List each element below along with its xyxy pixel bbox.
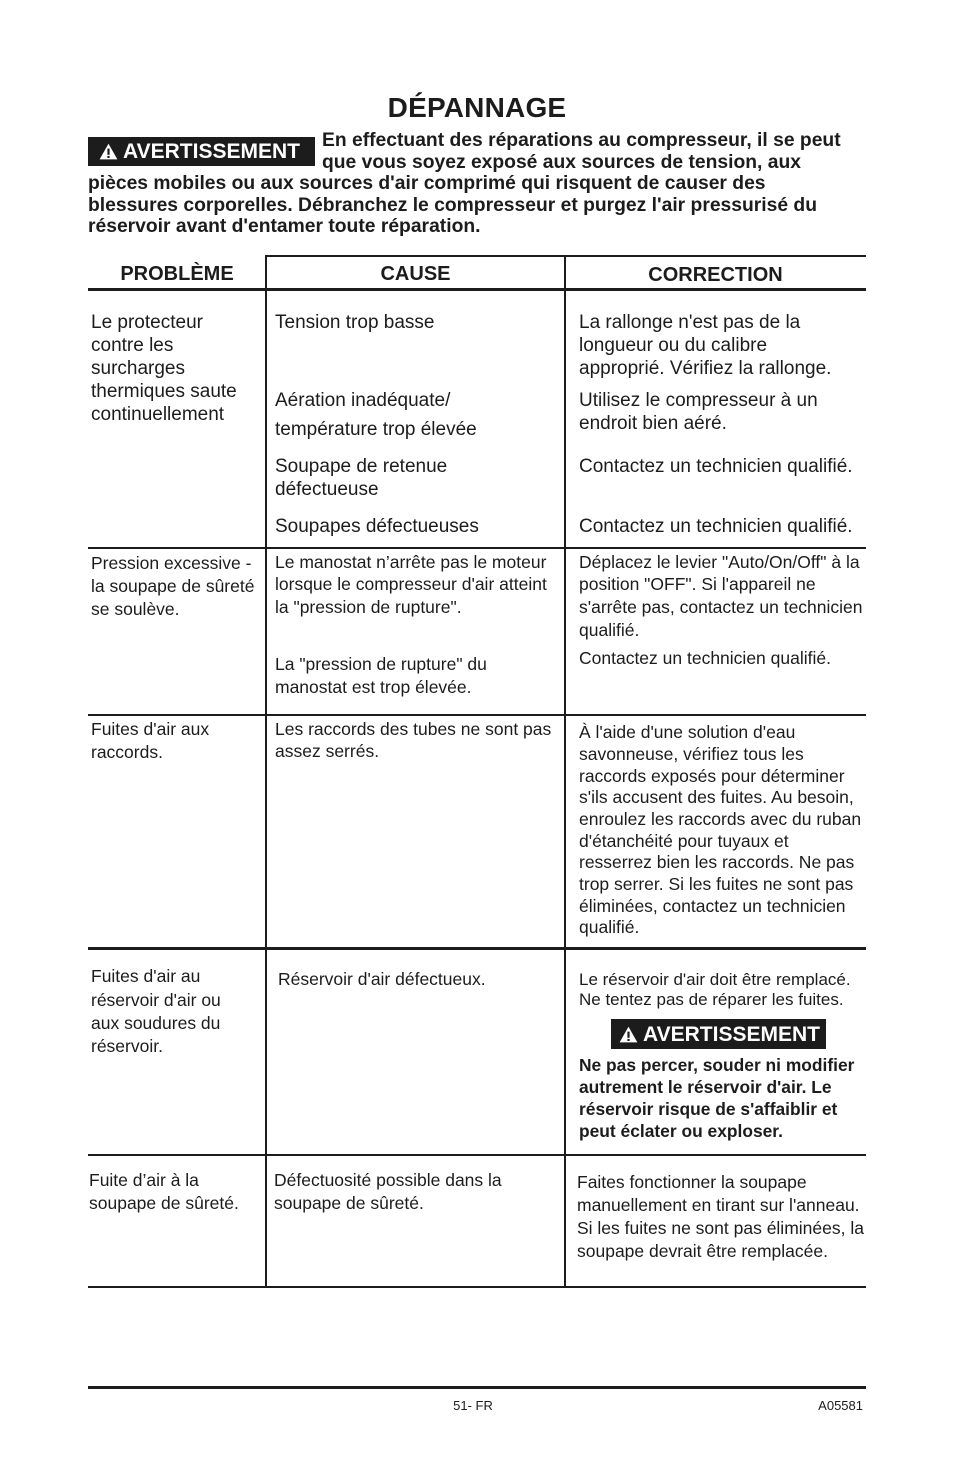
correction-text-line: s'arrête pas, contactez un technicien xyxy=(579,597,863,617)
correction-text-line: Utilisez le compresseur à un xyxy=(579,389,818,411)
correction-text-line: qualifié. xyxy=(579,619,640,640)
header-correction: CORRECTION xyxy=(648,264,783,286)
cause-text-line: Soupapes défectueuses xyxy=(275,515,479,537)
correction-text-line: Le réservoir d'air doit être remplacé. xyxy=(579,970,851,989)
correction-text-line: Contactez un technicien qualifié. xyxy=(579,515,853,537)
tank-warning-text-line: Ne pas percer, souder ni modifier xyxy=(579,1055,855,1075)
tank-warning-badge-label: AVERTISSEMENT xyxy=(643,1022,820,1046)
correction-item xyxy=(579,647,831,670)
warning-text-line: pièces mobiles ou aux sources d'air comprimé qui risquent de causer des xyxy=(88,173,766,195)
cause-text-line: Réservoir d'air défectueux. xyxy=(278,968,486,989)
problem-text-line: Le protecteur xyxy=(91,311,203,333)
correction-text-line: savonneuse, vérifiez tous les xyxy=(579,743,804,764)
tank-warning-text-line: autrement le réservoir d'air. Le xyxy=(579,1077,832,1097)
table-top-rule xyxy=(266,255,866,257)
correction-text-line: enroulez les raccords avec du ruban xyxy=(579,808,862,829)
tank-warning-text-line: peut éclater ou exploser. xyxy=(579,1121,783,1141)
correction-text-line: longueur ou du calibre xyxy=(579,334,768,356)
correction-item xyxy=(579,455,853,478)
cause-item xyxy=(275,718,551,762)
problem-text-line: soupape de sûreté. xyxy=(89,1192,239,1213)
problem-text-line: contre les xyxy=(91,334,174,356)
cause-text-line: la "pression de rupture". xyxy=(275,596,462,617)
problem-cell xyxy=(91,552,254,621)
warning-text-body xyxy=(88,173,817,238)
correction-item xyxy=(579,551,863,642)
cause-text-line: défectueuse xyxy=(275,478,379,500)
page-title: DÉPANNAGE xyxy=(387,92,567,123)
correction-text-line: approprié. Vérifiez la rallonge. xyxy=(579,357,832,379)
cause-item xyxy=(275,386,477,444)
tank-warning-text-line: réservoir risque de s'affaiblir et xyxy=(579,1099,838,1119)
problem-cell xyxy=(91,311,237,426)
correction-text-line: La rallonge n'est pas de la xyxy=(579,311,801,333)
warning-text-line: blessures corporelles. Débranchez le compresseur et purgez l'air pressurisé du xyxy=(88,194,817,216)
cause-text-line: Soupape de retenue xyxy=(275,455,448,477)
cause-text-line: lorsque le compresseur d'air atteint xyxy=(275,574,547,595)
warning-text-line: En effectuant des réparations au compresseur, il se peut xyxy=(322,130,841,152)
warning-text-side xyxy=(322,130,841,173)
row-divider xyxy=(88,547,866,549)
cause-item xyxy=(275,515,479,538)
problem-text-line: raccords. xyxy=(91,741,163,762)
warning-badge-label: AVERTISSEMENT xyxy=(123,140,300,163)
cause-text-line: Défectuosité possible dans la xyxy=(274,1169,502,1190)
correction-text-line: Contactez un technicien qualifié. xyxy=(579,647,831,668)
correction-text-line: Déplacez le levier "Auto/On/Off" à la xyxy=(579,551,860,572)
cause-item xyxy=(275,551,547,619)
correction-text-line: endroit bien aéré. xyxy=(579,412,727,434)
cause-text-line: assez serrés. xyxy=(275,741,380,761)
table-header-rule xyxy=(88,288,866,291)
correction-item xyxy=(577,1171,864,1263)
correction-text-line: position "OFF". Si l'appareil ne xyxy=(579,574,816,595)
correction-item xyxy=(579,515,853,538)
problem-text-line: thermiques saute xyxy=(91,380,237,402)
problem-cell xyxy=(91,965,221,1058)
cause-text-line: Le manostat n’arrête pas le moteur xyxy=(275,551,547,572)
warning-triangle-icon xyxy=(99,143,118,160)
correction-text-line: Faites fonctionner la soupape xyxy=(577,1171,807,1192)
column-divider-2 xyxy=(564,255,566,1288)
correction-text-line: s'ils accusent des fuites. Au besoin, xyxy=(579,787,854,808)
correction-text-line: resserrez bien les raccords. Ne pas xyxy=(579,852,855,873)
table-bottom-rule xyxy=(88,1286,866,1288)
problem-text-line: se soulève. xyxy=(91,598,180,619)
header-cause: CAUSE xyxy=(380,263,451,285)
cause-text-line: La "pression de rupture" du xyxy=(275,653,487,674)
correction-item xyxy=(579,311,831,380)
problem-text-line: Fuites d'air aux xyxy=(91,718,210,739)
row-divider xyxy=(88,947,866,950)
column-divider-1 xyxy=(265,255,267,1288)
warning-text-line: réservoir avant d'entamer toute réparation. xyxy=(88,216,481,238)
problem-text-line: aux soudures du xyxy=(91,1012,221,1033)
cause-text-line: Tension trop basse xyxy=(275,311,435,333)
correction-text-line: Ne tentez pas de réparer les fuites. xyxy=(579,990,844,1009)
problem-text-line: la soupape de sûreté xyxy=(91,575,255,596)
correction-text-line: raccords exposés pour déterminer xyxy=(579,765,845,786)
correction-item xyxy=(579,722,861,939)
problem-text-line: Fuite d’air à la xyxy=(89,1169,199,1190)
cause-item xyxy=(275,653,487,699)
problem-text-line: continuellement xyxy=(91,403,225,425)
row-divider xyxy=(88,1154,866,1156)
problem-cell xyxy=(91,718,209,764)
cause-text-line: soupape de sûreté. xyxy=(274,1192,424,1213)
cause-text-line: Les raccords des tubes ne sont pas xyxy=(275,719,552,739)
correction-text-line: manuellement en tirant sur l'anneau. xyxy=(577,1194,860,1215)
correction-item xyxy=(579,970,851,1010)
correction-text-line: éliminées, contactez un technicien xyxy=(579,895,846,916)
cause-text-line: température trop élevée xyxy=(275,418,477,440)
cause-item xyxy=(275,455,447,501)
warning-triangle-icon xyxy=(619,1026,638,1043)
cause-item xyxy=(274,1169,502,1215)
correction-text-line: trop serrer. Si les fuites ne sont pas xyxy=(579,873,854,894)
warning-badge xyxy=(88,137,315,166)
cause-text-line: manostat est trop élevée. xyxy=(275,676,472,697)
header-problem: PROBLÈME xyxy=(120,263,234,285)
problem-cell xyxy=(89,1169,239,1215)
document-code: A05581 xyxy=(818,1398,863,1413)
correction-text-line: soupape devrait être remplacée. xyxy=(577,1240,828,1261)
footer-rule xyxy=(88,1386,866,1389)
problem-text-line: Fuites d'air au xyxy=(91,966,201,987)
row-divider xyxy=(88,714,866,716)
correction-text-line: À l'aide d'une solution d'eau xyxy=(579,722,796,743)
cause-item xyxy=(278,968,486,991)
problem-text-line: réservoir d'air ou xyxy=(91,989,221,1010)
tank-warning-badge xyxy=(611,1019,826,1049)
correction-text-line: Contactez un technicien qualifié. xyxy=(579,455,853,477)
problem-text-line: Pression excessive - xyxy=(91,552,252,573)
warning-text-line: que vous soyez exposé aux sources de tension, aux xyxy=(322,151,801,173)
problem-text-line: surcharges xyxy=(91,357,185,379)
cause-item xyxy=(275,311,435,334)
correction-item xyxy=(579,389,818,435)
cause-text-line: Aération inadéquate/ xyxy=(275,389,451,411)
tank-warning-text xyxy=(579,1054,854,1142)
problem-text-line: réservoir. xyxy=(91,1036,163,1057)
correction-text-line: qualifié. xyxy=(579,917,640,938)
page-number: 51- FR xyxy=(453,1398,493,1413)
correction-text-line: Si les fuites ne sont pas éliminées, la xyxy=(577,1217,864,1238)
correction-text-line: d'étanchéité pour tuyaux et xyxy=(579,830,789,851)
